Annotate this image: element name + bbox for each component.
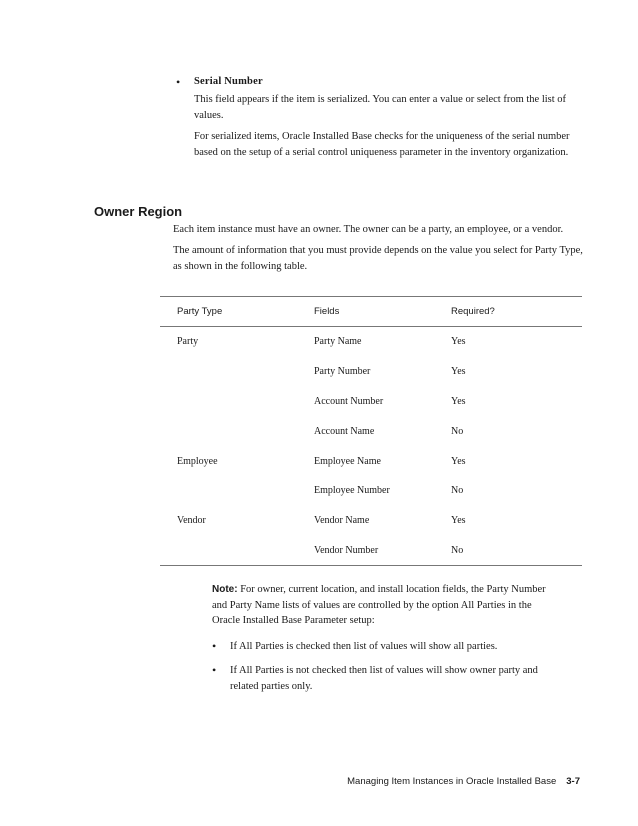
table-row [160,387,582,417]
note-item-text: If All Parties is not checked then list of values will show owner party and related parties only. [230,665,538,692]
table-row [160,327,582,357]
cell-party-type [160,387,297,417]
owner-region-intro: Each item instance must have an owner. The owner can be a party, an employee, or a vendor. [173,224,564,235]
cell-field: Vendor Number [297,536,434,566]
cell-field: Employee Name [314,455,381,467]
cell-field: Party Name [314,336,362,348]
note-block [212,582,562,694]
cell-required: Yes [451,395,466,407]
bullet-icon: • [212,638,217,653]
note-paragraph [212,582,562,629]
page-number: 3-7 [566,776,580,787]
table-row [160,476,582,506]
note-label: Note: [212,584,238,595]
table-row [160,416,582,446]
cell-party-type: Party [177,336,199,348]
table-row [160,357,582,387]
note-item-text: If All Parties is checked then list of values will show all parties. [230,640,498,652]
bullet-icon: • [176,75,181,89]
page-footer [347,776,580,787]
table-header-row [160,297,582,327]
owner-region-table-intro: The amount of information that you must provide depends on the value you select for Party Type, as shown in the following table. [173,245,583,272]
table-row [160,446,582,476]
cell-field: Party Number [314,366,371,378]
cell-required: Yes [451,336,466,348]
serial-number-description: This field appears if the item is serialized. You can enter a value or select from the list of values. [194,94,567,121]
table-row [160,506,582,536]
cell-party-type [160,536,297,566]
cell-required: Yes [451,455,466,467]
party-type-table [160,296,582,566]
footer-title: Managing Item Instances in Oracle Installed Base [347,776,557,787]
cell-required: Yes [451,515,466,527]
cell-required: No [434,536,582,566]
header-required: Required? [434,297,582,327]
section-title-owner-region: Owner Region [94,204,183,219]
cell-field: Account Number [314,395,384,407]
cell-field: Account Name [314,425,375,437]
bullet-icon: • [212,663,217,677]
serial-number-bullet [176,76,586,161]
serial-number-heading [176,76,586,87]
owner-region-body [173,222,588,275]
cell-party-type: Vendor [177,515,206,527]
header-fields: Fields [297,297,434,327]
cell-required: No [451,425,464,437]
list-item [212,639,562,655]
list-item [212,663,562,694]
serial-number-heading-text: Serial Number [194,76,263,87]
cell-party-type [160,416,297,446]
cell-party-type [160,476,297,506]
cell-required: Yes [451,366,466,378]
cell-required: No [451,485,464,497]
cell-party-type: Employee [177,455,218,467]
cell-field: Vendor Name [314,515,370,527]
note-text: For owner, current location, and install location fields, the Party Number and Party Name lists of values are controlled by the option All Parties in the Oracle Installed Base Parameter setup: [212,584,546,626]
serial-number-uniqueness-note: For serialized items, Oracle Installed Base checks for the uniqueness of the serial number based on the setup of a serial control uniqueness parameter in the inventory organization. [194,131,570,158]
table-row [160,536,582,566]
cell-party-type [160,357,297,387]
cell-field: Employee Number [314,485,390,497]
header-party-type: Party Type [160,297,297,327]
